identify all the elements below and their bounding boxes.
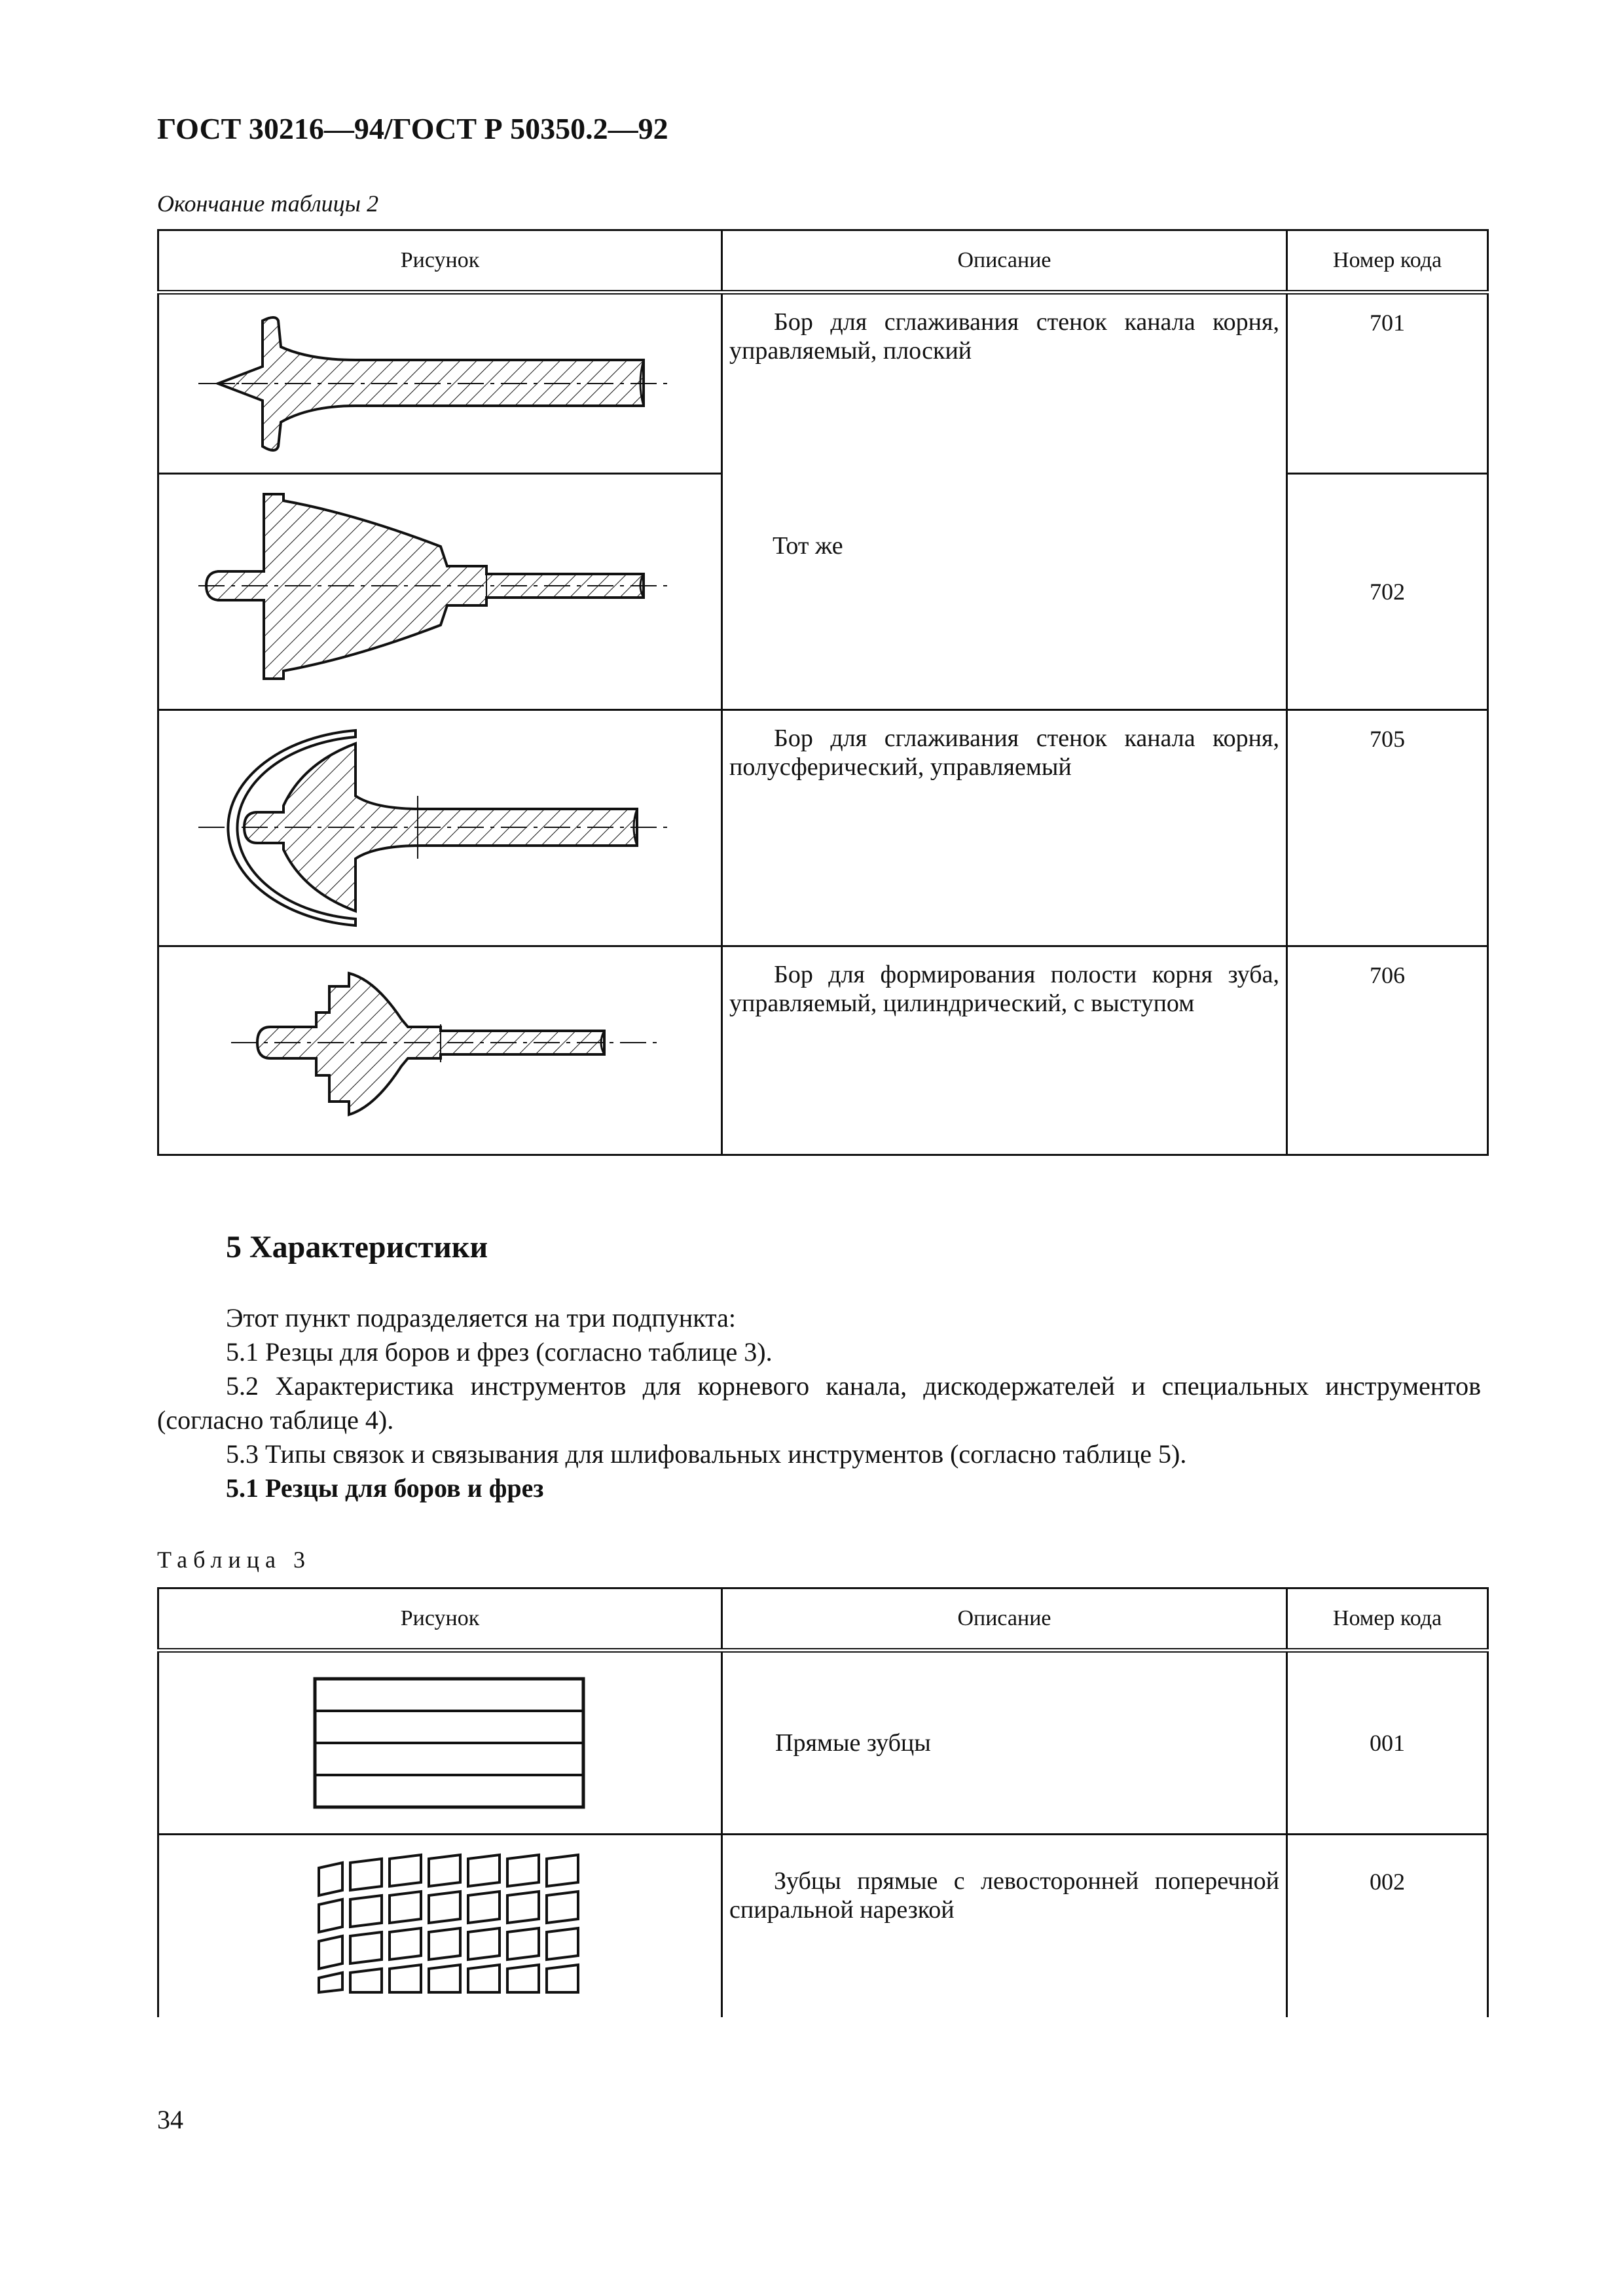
table-header-row [158, 1588, 1488, 1651]
section-item: 5.3 Типы связок и связывания для шлифовальных инструментов (согласно таблице 5). [226, 1439, 1187, 1469]
table-2 [157, 229, 1489, 1156]
subsection-heading: 5.1 Резцы для боров и фрез [226, 1473, 544, 1503]
table-row [158, 710, 1488, 946]
code-cell: 702 [1287, 474, 1488, 710]
code-cell: 002 [1287, 1835, 1488, 2018]
description-cell [722, 946, 1287, 1155]
page-number: 34 [157, 2105, 183, 2134]
figure-cell [158, 946, 722, 1155]
bur-flat-drawing [159, 295, 721, 473]
bur-cylindrical-drawing [159, 947, 721, 1154]
figure-cell [158, 474, 722, 710]
description-text: Бор для сглаживания стенок канала корня, полусферический, управляемый [729, 725, 1279, 781]
column-header-code: Номер кода [1287, 230, 1488, 293]
code-cell: 706 [1287, 946, 1488, 1155]
description-text: Бор для сглаживания стенок канала корня, управляемый, плоский [729, 308, 1279, 365]
section-title: 5 Характеристики [226, 1230, 488, 1265]
column-header-description: Описание [722, 1588, 1287, 1651]
description-cell: Прямые зубцы [722, 1651, 1287, 1835]
figure-cell [158, 710, 722, 946]
column-header-description: Описание [722, 230, 1287, 293]
figure-cell [158, 293, 722, 474]
bur-flat-large-drawing [159, 475, 721, 709]
table-row [158, 946, 1488, 1155]
spiral-cut-teeth-drawing [159, 1835, 721, 2017]
table-caption: Таблица 3 [157, 1547, 311, 1573]
document-header: ГОСТ 30216—94/ГОСТ Р 50350.2—92 [157, 112, 668, 145]
table-row [158, 1835, 1488, 2018]
code-cell: 001 [1287, 1651, 1488, 1835]
section-intro: Этот пункт подразделяется на три подпункта: [226, 1303, 736, 1333]
code-cell: 701 [1287, 293, 1488, 474]
description-cell [722, 293, 1287, 710]
section-item: 5.1 Резцы для боров и фрез (согласно таблице 3). [226, 1337, 773, 1367]
table-row [158, 293, 1488, 474]
table-3 [157, 1587, 1489, 2017]
table-caption: Окончание таблицы 2 [157, 190, 379, 217]
code-cell: 705 [1287, 710, 1488, 946]
description-text: Тот же [773, 532, 843, 560]
description-cell [722, 1835, 1287, 2018]
column-header-figure: Рисунок [158, 1588, 722, 1651]
figure-cell [158, 1651, 722, 1835]
bur-hemispherical-drawing [159, 711, 721, 945]
description-text: Зубцы прямые с левосторонней поперечной спиральной нарезкой [729, 1867, 1279, 1924]
table-header-row [158, 230, 1488, 293]
description-text: Бор для формирования полости корня зуба, управляемый, цилиндрический, с выступом [729, 961, 1279, 1017]
column-header-figure: Рисунок [158, 230, 722, 293]
description-cell [722, 710, 1287, 946]
table-row [158, 1651, 1488, 1835]
section-item: 5.2 Характеристика инструментов для корневого канала, дискодержателей и специальных инструментов (согласно таблице 4). [157, 1371, 1481, 1435]
straight-teeth-drawing [159, 1653, 721, 1833]
column-header-code: Номер кода [1287, 1588, 1488, 1651]
figure-cell [158, 1835, 722, 2018]
